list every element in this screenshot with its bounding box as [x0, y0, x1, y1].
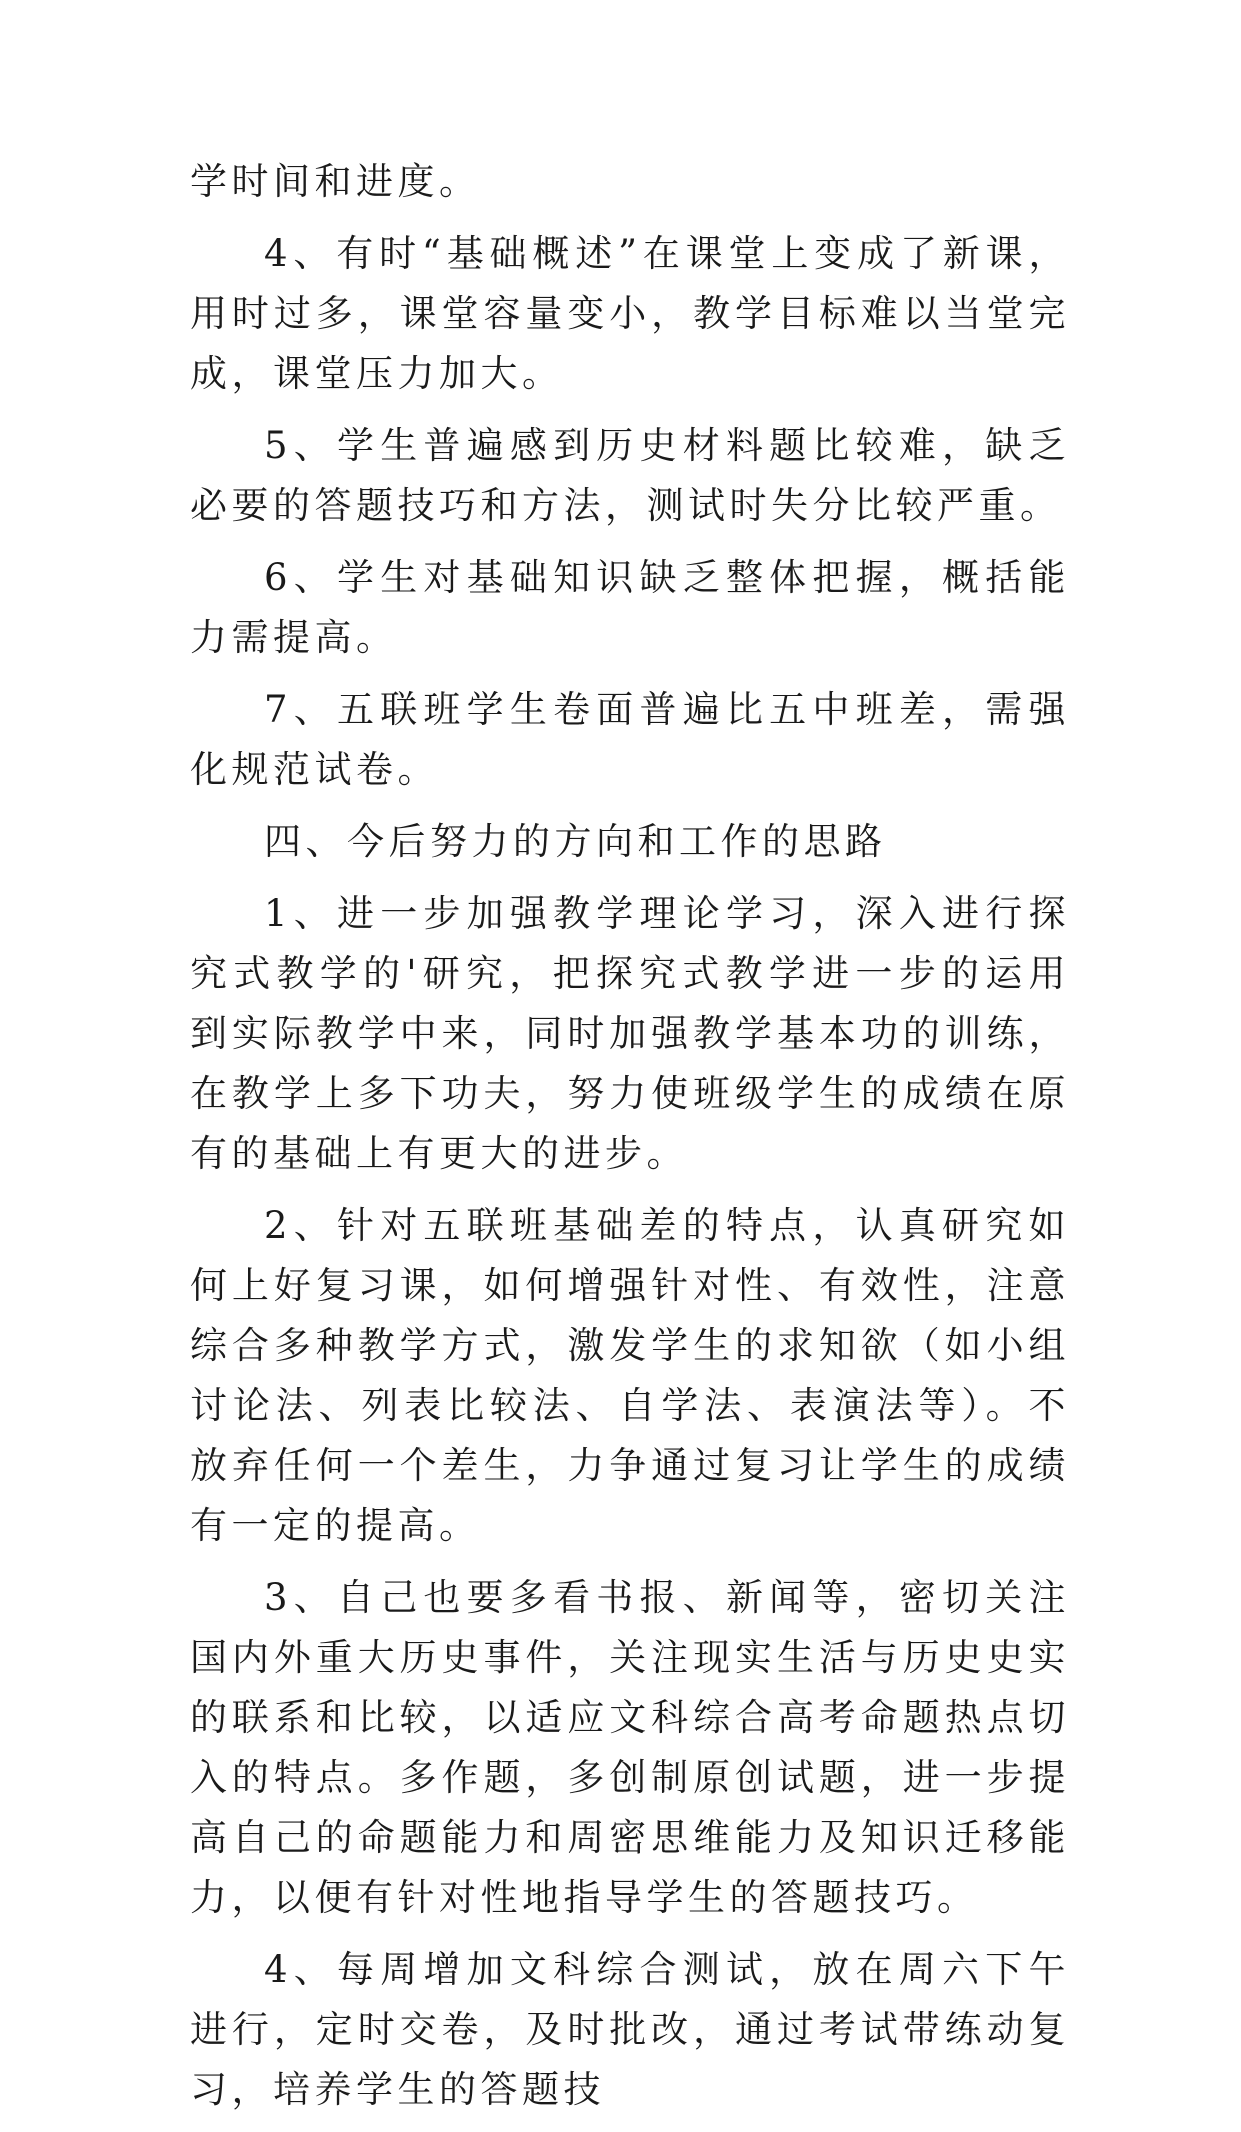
- paragraph-item-5: 5、学生普遍感到历史材料题比较难，缺乏必要的答题技巧和方法，测试时失分比较严重。: [190, 424, 1070, 527]
- paragraph-plan-1: 1、进一步加强教学理论学习，深入进行探究式教学的'研究，把探究式教学进一步的运用到实际教学中来，同时加强教学基本功的训练，在教学上多下功夫，努力使班级学生的成绩在原有的基础上有更大的进步。: [190, 892, 1070, 1175]
- section-heading: 四、今后努力的方向和工作的思路: [264, 820, 887, 863]
- paragraph-continuation: 学时间和进度。: [190, 160, 481, 203]
- paragraph-plan-2: 2、针对五联班基础差的特点，认真研究如何上好复习课，如何增强针对性、有效性，注意综合多种教学方式，激发学生的求知欲（如小组讨论法、列表比较法、自学法、表演法等）。不放弃任何一个差生，力争通过复习让学生的成绩有一定的提高。: [190, 1204, 1070, 1547]
- document-body: [190, 152, 1070, 2132]
- paragraph-plan-3: 3、自己也要多看书报、新闻等，密切关注国内外重大历史事件，关注现实生活与历史史实的联系和比较，以适应文科综合高考命题热点切入的特点。多作题，多创制原创试题，进一步提高自己的命题能力和周密思维能力及知识迁移能力，以便有针对性地指导学生的答题技巧。: [190, 1576, 1070, 1919]
- paragraph-item-6: 6、学生对基础知识缺乏整体把握，概括能力需提高。: [190, 556, 1070, 659]
- paragraph-plan-4: 4、每周增加文科综合测试，放在周六下午进行，定时交卷，及时批改，通过考试带练动复习，培养学生的答题技: [190, 1948, 1070, 2111]
- paragraph-item-7: 7、五联班学生卷面普遍比五中班差，需强化规范试卷。: [190, 688, 1070, 791]
- paragraph-item-4: 4、有时“基础概述”在课堂上变成了新课，用时过多，课堂容量变小，教学目标难以当堂完成，课堂压力加大。: [190, 232, 1070, 395]
